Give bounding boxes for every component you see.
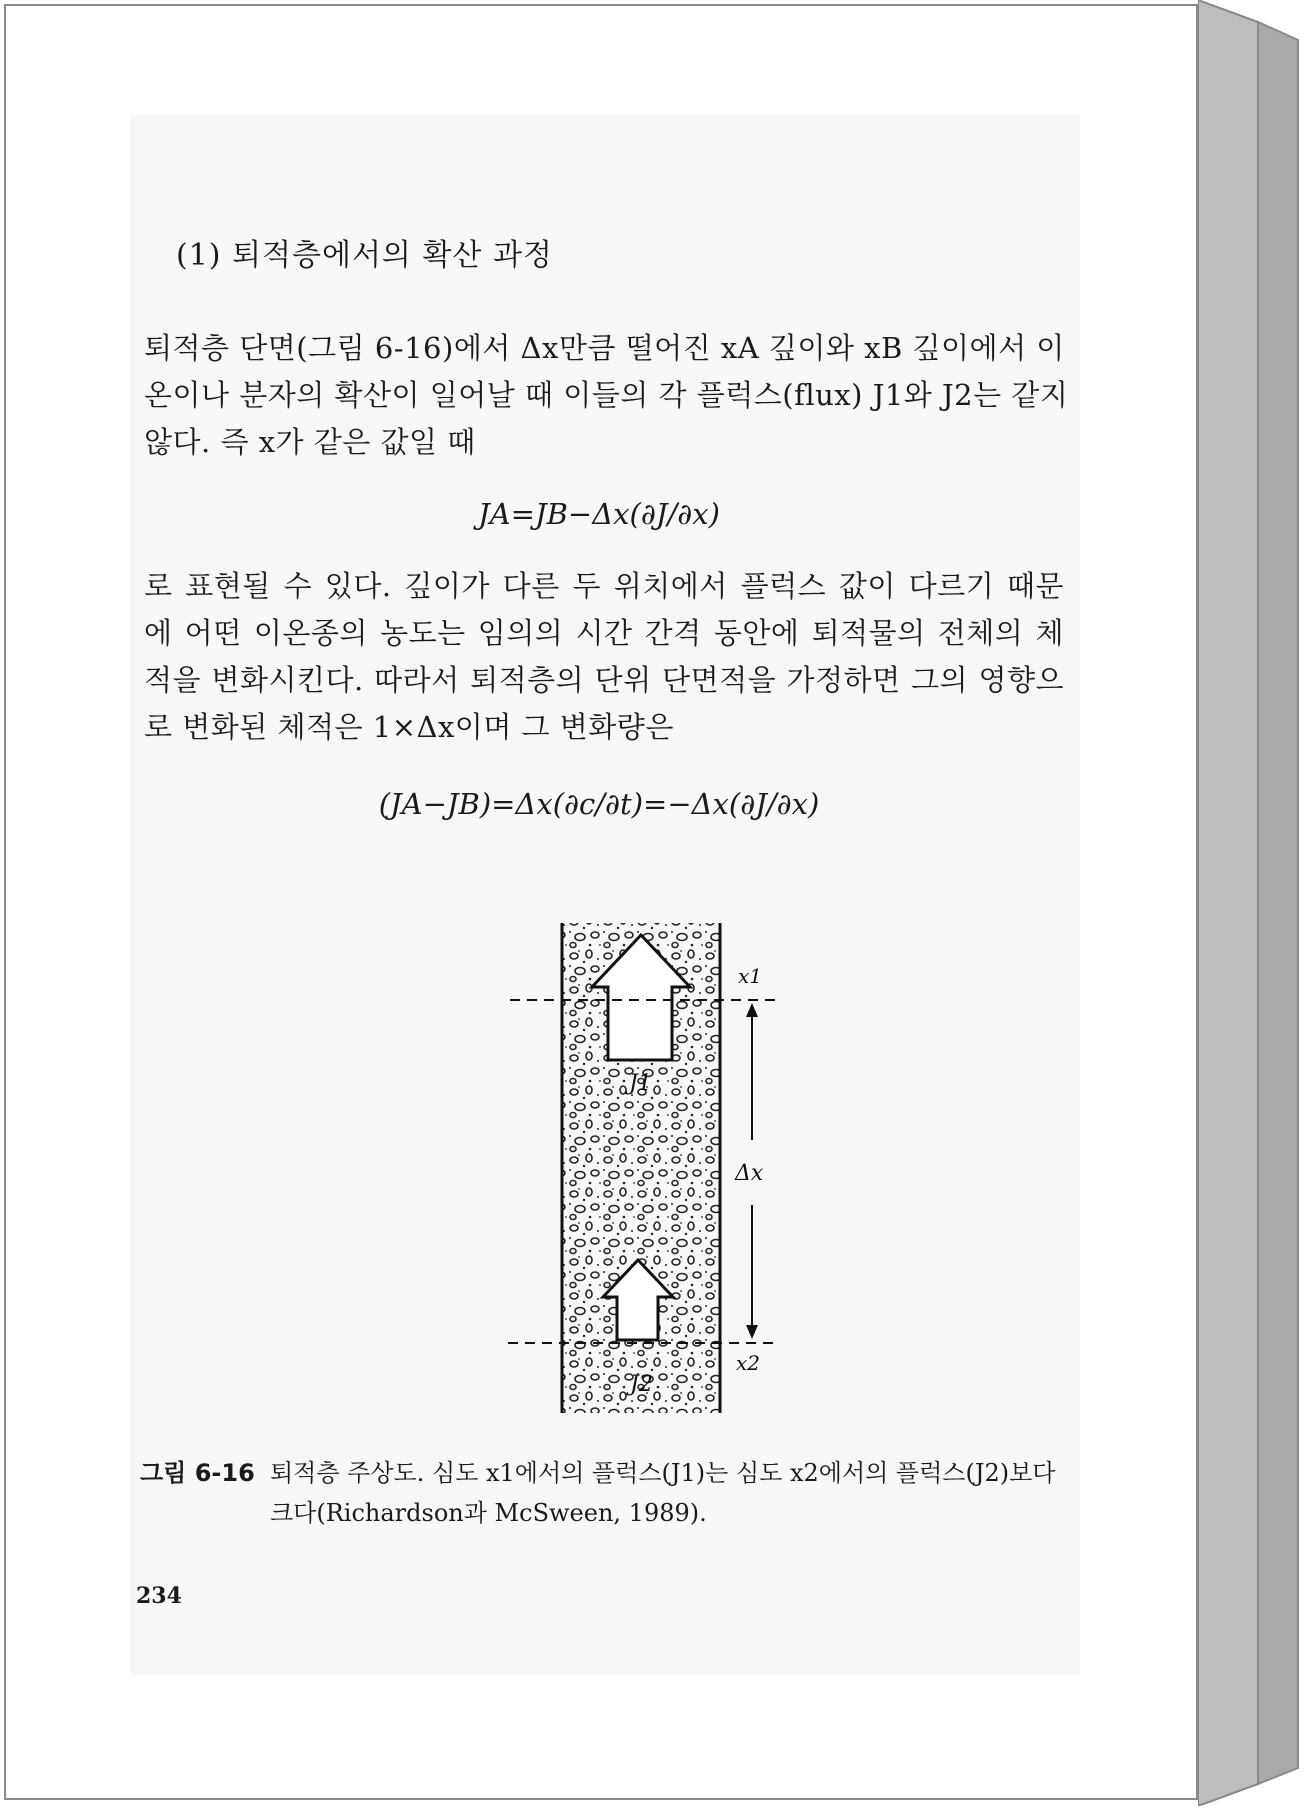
paragraph-1-line: 온이나 분자의 확산이 일어날 때 이들의 각 플럭스(flux) J1와 J2는 같지	[144, 378, 1069, 412]
equation-2: (JA−JB)=Δx(∂c/∂t)=−Δx(∂J/∂x)	[378, 787, 820, 821]
book-spine-edge	[1198, 0, 1306, 1806]
paragraph-2-line: 로 변화된 체적은 1×Δx이며 그 변화량은	[144, 710, 674, 744]
paragraph-2-line: 로 표현될 수 있다. 깊이가 다른 두 위치에서 플럭스 값이 다르기 때문	[144, 569, 1064, 603]
paragraph-1-line: 퇴적층 단면(그림 6-16)에서 Δx만큼 떨어진 xA 깊이와 xB 깊이에서 이	[144, 331, 1065, 365]
caption-label: 그림 6-16	[140, 1459, 255, 1487]
label-delta-x: Δx	[735, 1161, 764, 1186]
paragraph-2	[144, 563, 1064, 751]
label-x2: x2	[736, 1351, 761, 1375]
caption-text: 퇴적층 주상도. 심도 x1에서의 플럭스(J1)는 심도 x2에서의 플럭스(J2)보다 크다(Richardson과 McSween, 1989).	[270, 1459, 1056, 1527]
paragraph-1	[144, 325, 1069, 466]
equation-1: JA=JB−Δx(∂J/∂x)	[478, 497, 720, 531]
sediment-column-figure	[500, 915, 800, 1420]
page-number: 234	[136, 1583, 182, 1609]
paragraph-2-line: 에 어떤 이온종의 농도는 임의의 시간 간격 동안에 퇴적물의 전체의 체	[144, 616, 1064, 650]
section-title: (1) 퇴적층에서의 확산 과정	[176, 238, 553, 273]
paragraph-2-line: 적을 변화시킨다. 따라서 퇴적층의 단위 단면적을 가정하면 그의 영향으	[144, 663, 1064, 697]
label-j1: J1	[629, 1071, 652, 1096]
label-x1: x1	[738, 964, 763, 988]
paragraph-1-line: 않다. 즉 x가 같은 값일 때	[144, 425, 476, 459]
label-j2: J2	[630, 1372, 653, 1397]
